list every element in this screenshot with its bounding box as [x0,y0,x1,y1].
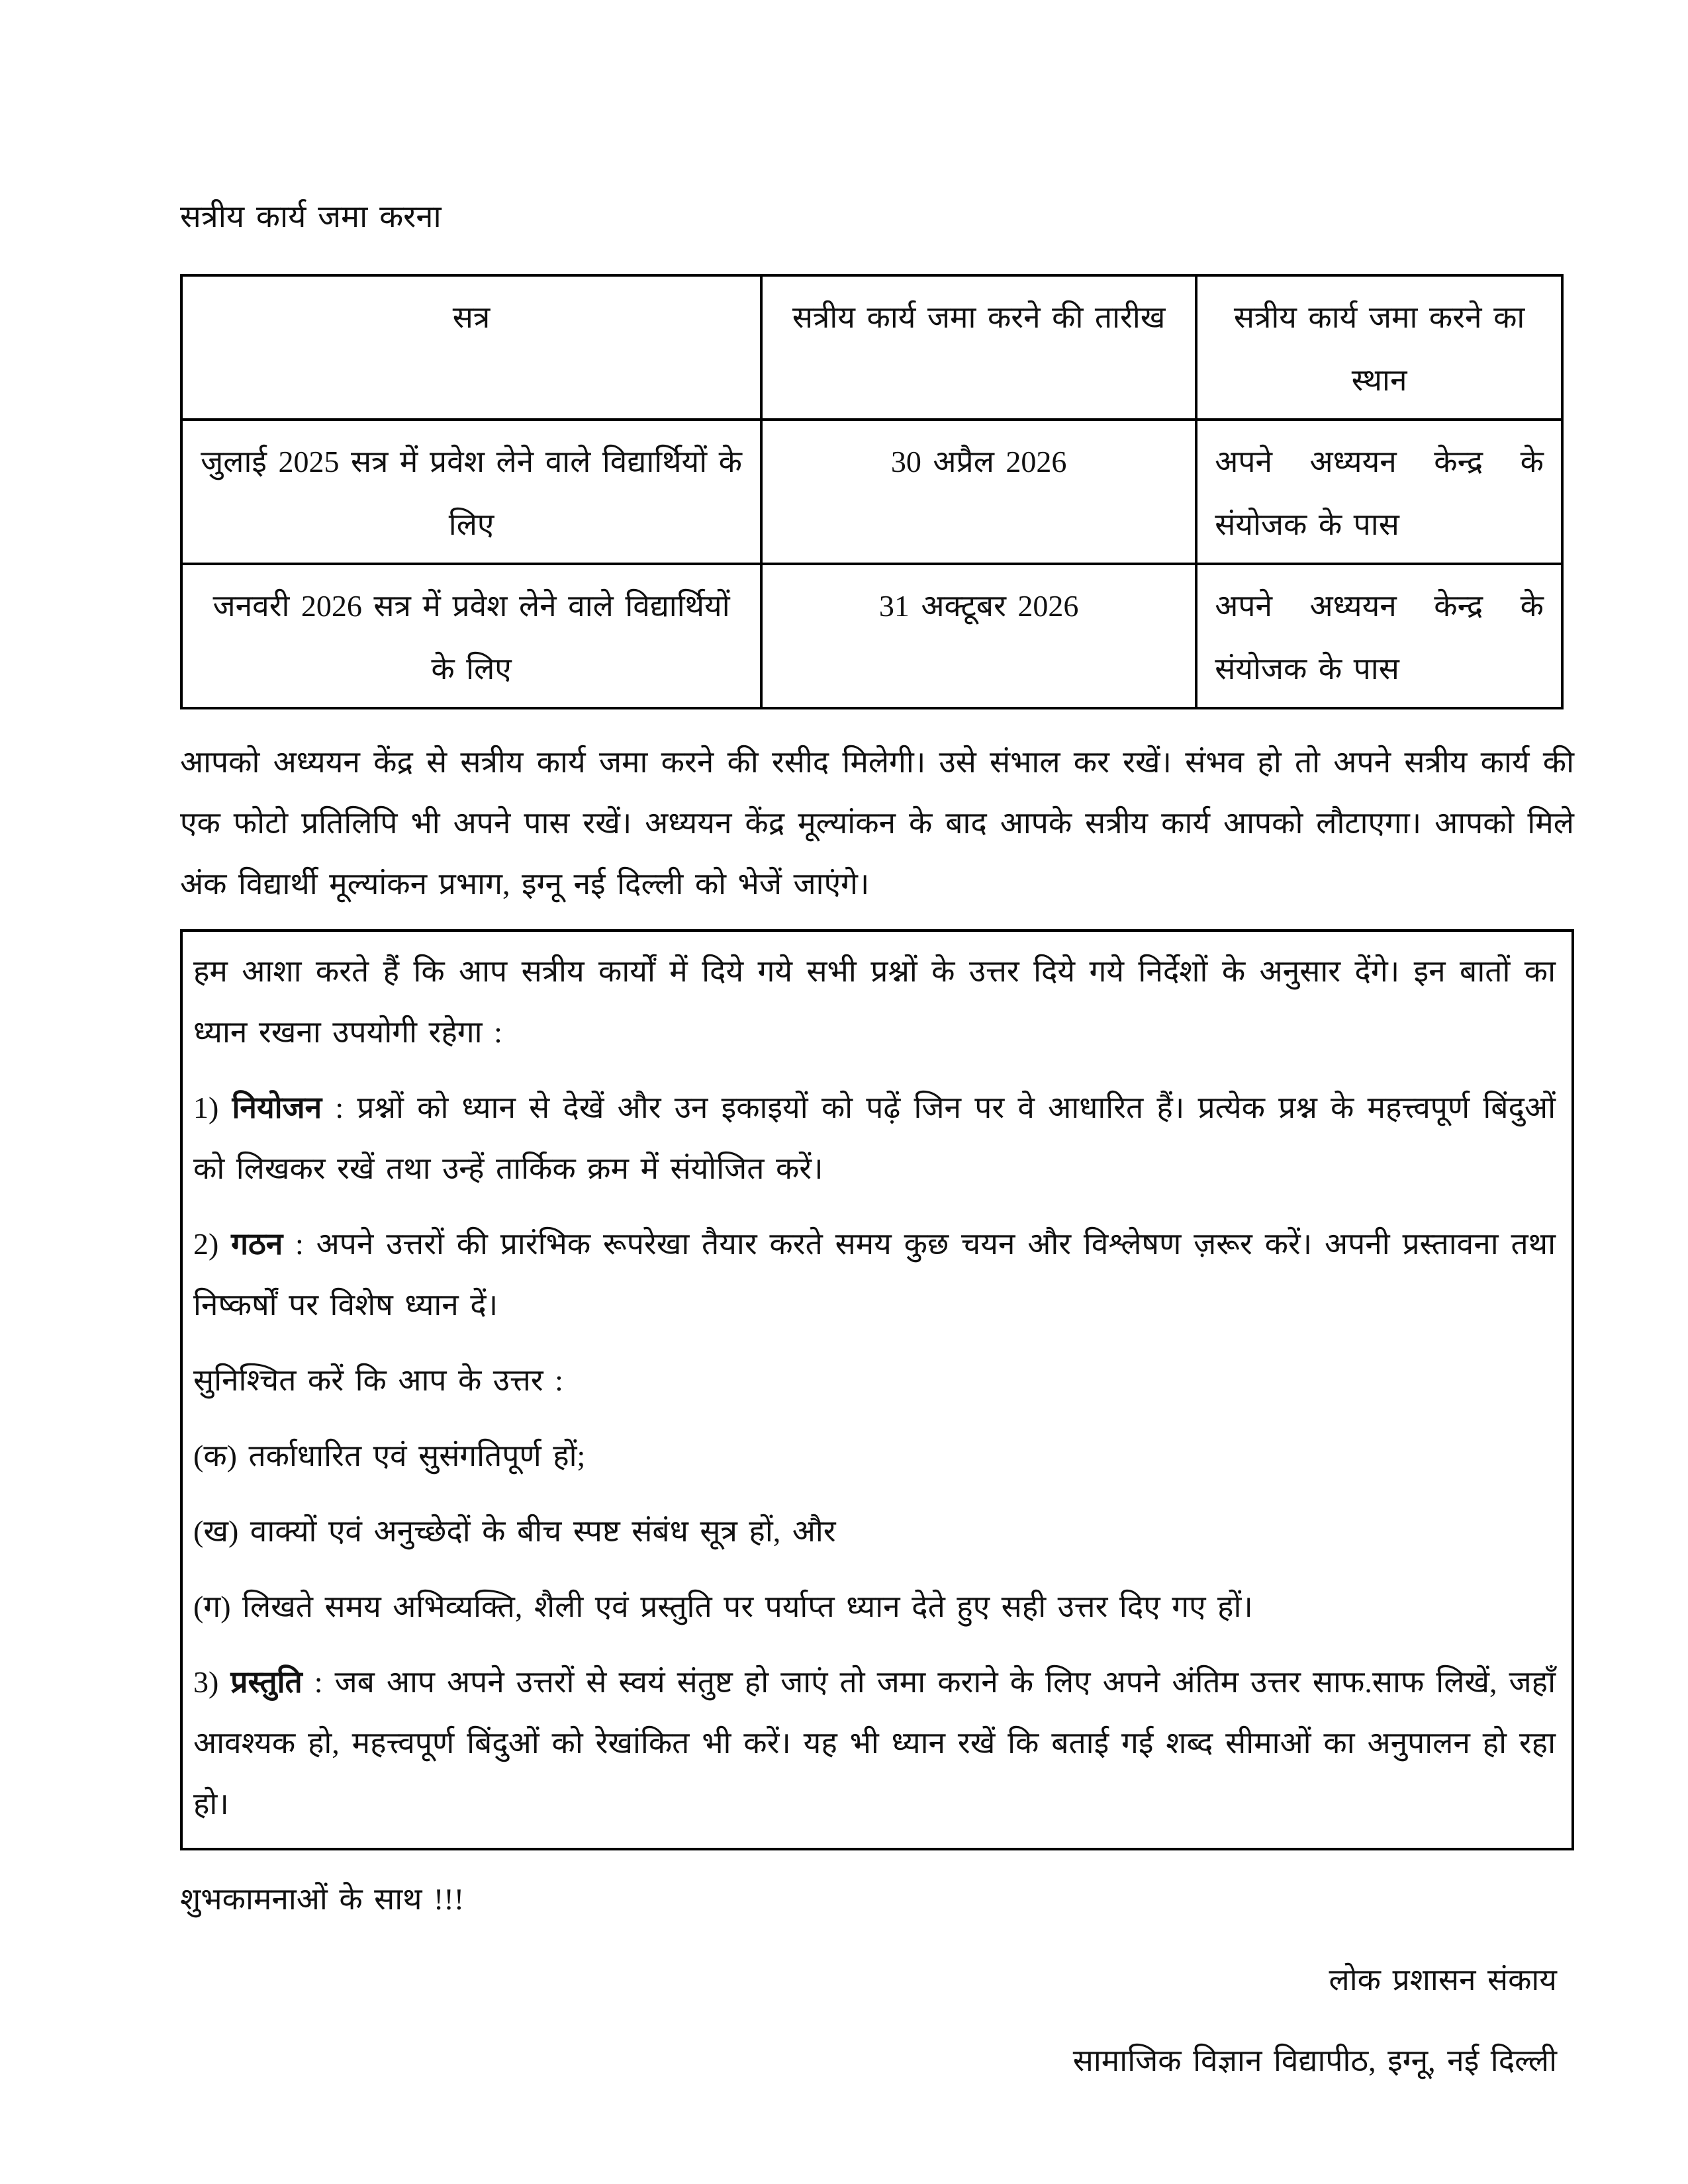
sub-point-kha: (ख) वाक्यों एवं अनुच्छेदों के बीच स्पष्ट संबंध सूत्र हों, और [193,1514,836,1548]
ensure-heading: सुनिश्चित करें कि आप के उत्तर : [193,1363,563,1397]
point-separator: : [302,1665,335,1699]
place-cell: अपने अध्ययन केन्द्र के संयोजक के पास [1196,420,1562,564]
sub-point-ga: (ग) लिखते समय अभिव्यक्ति, शैली एवं प्रस्तुति पर पर्याप्त ध्यान देते हुए सही उत्तर दिए गए हों। [193,1590,1253,1623]
point-planning [193,1077,1556,1199]
point-presentation [193,1652,1556,1835]
session-cell: जुलाई 2025 सत्र में प्रवेश लेने वाले विद्यार्थियों के लिए [181,420,761,564]
point-separator: : [322,1091,357,1124]
point-text: जब आप अपने उत्तरों से स्वयं संतुष्ट हो जाएं तो जमा कराने के लिए अपने अंतिम उत्तर साफ.साफ लिखें, जहाँ आवश्यक हो, महत्त्वपूर्ण बिंदुओं को रेखांकित भी करें। यह भी ध्यान रखें कि बताई गई शब्द सीमाओं का अनुपालन हो रहा हो। [193,1665,1556,1821]
session-cell: जनवरी 2026 सत्र में प्रवेश लेने वाले विद्यार्थियों के लिए [181,564,761,708]
table-row [181,420,1562,564]
point-text: प्रश्नों को ध्यान से देखें और उन इकाइयों को पढ़ें जिन पर वे आधारित हैं। प्रत्येक प्रश्न के महत्त्वपूर्ण बिंदुओं को लिखकर रखें तथा उन्हें तार्किक क्रम में संयोजित करें। [193,1091,1556,1185]
sub-point-ka: (क) तर्काधारित एवं सुसंगतिपूर्ण हों; [193,1439,586,1473]
point-number: 1) [193,1091,232,1124]
instructions-intro: हम आशा करते हैं कि आप सत्रीय कार्यों में दिये गये सभी प्रश्नों के उत्तर दिये गये निर्देशों के अनुसार देंगे। इन बातों का ध्यान रखना उपयोगी रहेगा : [193,954,1556,1049]
receipt-info-paragraph: आपको अध्ययन केंद्र से सत्रीय कार्य जमा करने की रसीद मिलेगी। उसे संभाल कर रखें। संभव हो तो अपने सत्रीय कार्य की एक फोटो प्रतिलिपि भी अपने पास रखें। अध्ययन केंद्र मूल्यांकन के बाद आपके सत्रीय कार्य आपको लौटाएगा। आपको मिले अंक विद्यार्थी मूल्यांकन प्रभाग, इग्नू नई दिल्ली को भेजें जाएंगे। [180,745,1574,901]
submission-schedule-table [180,274,1564,709]
point-separator: : [283,1227,316,1261]
header-submission-date: सत्रीय कार्य जमा करने की तारीख [761,275,1196,420]
point-structure [193,1214,1556,1336]
header-submission-place: सत्रीय कार्य जमा करने का स्थान [1196,275,1562,420]
instructions-box [180,929,1574,1850]
table-row [181,564,1562,708]
closing-wishes: शुभकामनाओं के साथ !!! [180,1882,465,1916]
point-number: 3) [193,1665,231,1699]
table-body [181,420,1562,708]
place-cell: अपने अध्ययन केन्द्र के संयोजक के पास [1196,564,1562,708]
point-number: 2) [193,1227,232,1261]
signature-faculty: लोक प्रशासन संकाय [1329,1963,1557,1997]
date-cell: 30 अप्रैल 2026 [761,420,1196,564]
table-header-row [181,275,1562,420]
date-cell: 31 अक्टूबर 2026 [761,564,1196,708]
point-term: प्रस्तुति [230,1665,303,1699]
point-term: गठन [231,1227,283,1261]
header-session: सत्र [181,275,761,420]
point-text: अपने उत्तरों की प्रारंभिक रूपरेखा तैयार करते समय कुछ चयन और विश्लेषण ज़रूर करें। अपनी प्रस्तावना तथा निष्कर्षों पर विशेष ध्यान दें। [193,1227,1556,1322]
point-term: नियोजन [232,1091,322,1124]
table-header [181,275,1562,420]
page-title: सत्रीय कार्य जमा करना [180,200,442,234]
signature-school: सामाजिक विज्ञान विद्यापीठ, इग्नू, नई दिल्ली [1072,2044,1557,2077]
